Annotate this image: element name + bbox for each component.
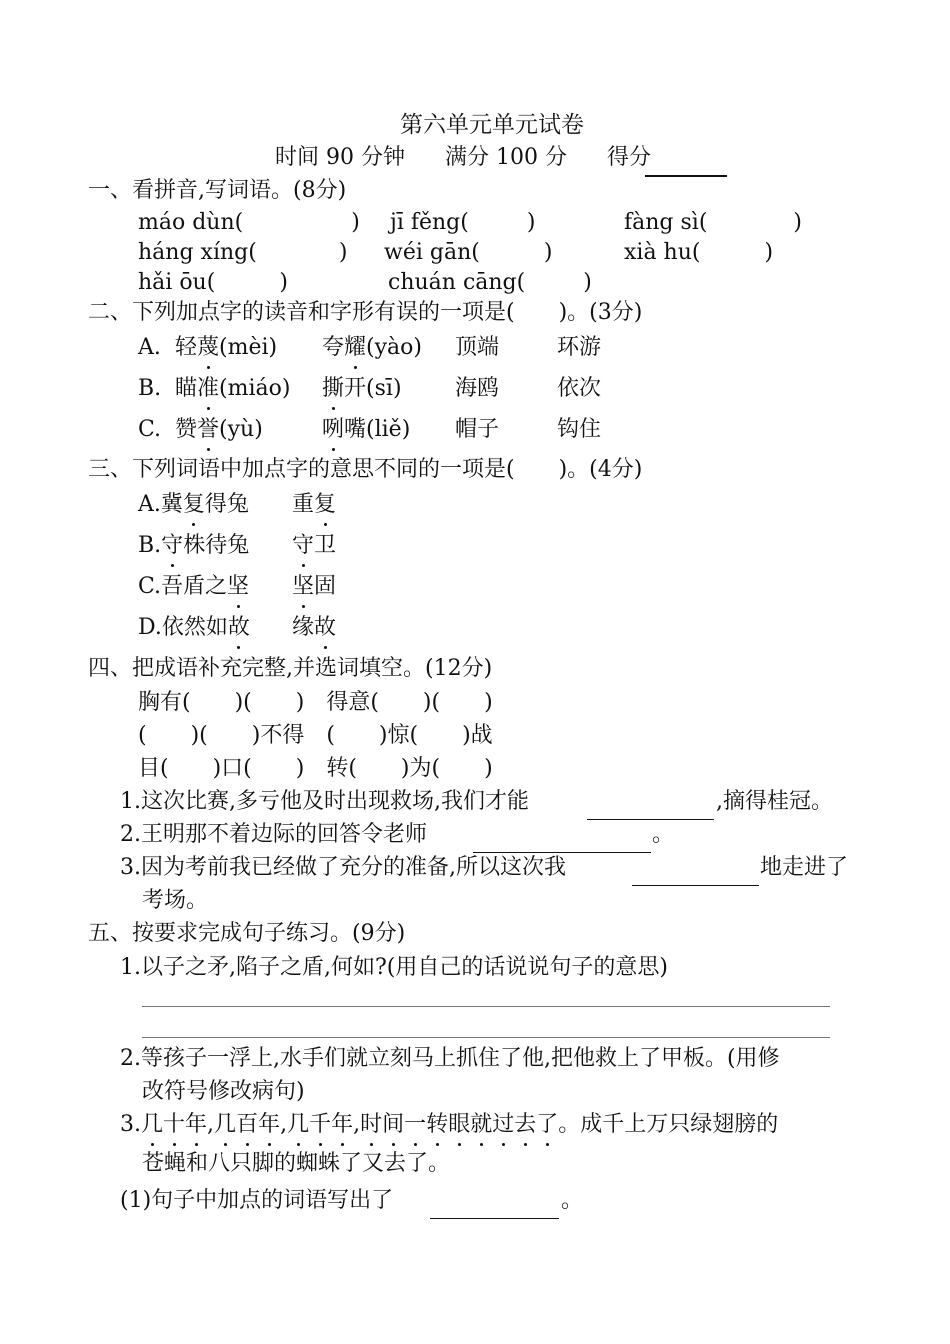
dotted-char: 转 — [426, 1110, 448, 1140]
q5-sentence-1: 1.以子之矛,陷子之盾,何如?(用自己的话说说句子的意思) — [120, 955, 668, 980]
exam-info — [275, 143, 651, 173]
q2-c-word3: 帽子 — [455, 417, 500, 442]
dotted-char: 眼 — [448, 1110, 470, 1140]
q3-option-a[interactable]: A.冀复得兔 — [138, 490, 249, 520]
q2-b-word1: 瞄准(miáo) — [175, 374, 290, 404]
q1-item[interactable]: máo dùn( ) — [138, 210, 360, 235]
dotted-char: 间 — [382, 1110, 404, 1140]
q1-item[interactable]: fàng sì( ) — [624, 210, 803, 235]
score-blank[interactable] — [645, 175, 727, 177]
dotted-char: 过 — [492, 1110, 514, 1140]
q4-heading: 四、把成语补充完整,并选词填空。(12分) — [88, 656, 493, 681]
q4-blank-3[interactable] — [632, 885, 759, 886]
q5-dotted-phrase — [141, 1112, 558, 1137]
q4-sentence-1: 1.这次比赛,多亏他及时出现救场,我们才能 — [120, 789, 529, 814]
q3-option-c[interactable]: C.吾盾之坚 — [138, 572, 249, 602]
q3-c-compare: 坚固 — [292, 572, 336, 602]
q4-idiom-row[interactable]: 目( )口( ) 转( )为( ) — [138, 756, 493, 781]
q1-item[interactable]: chuán cāng( ) — [388, 270, 592, 295]
dotted-char: 年 — [331, 1110, 353, 1140]
q2-a-word3: 顶端 — [455, 335, 500, 360]
dotted-char: 几 — [141, 1110, 163, 1140]
q4-idiom-row[interactable]: 胸有( )( ) 得意( )( ) — [138, 690, 493, 715]
q2-c-word4: 钩住 — [557, 417, 602, 442]
q4-idiom-row[interactable]: ( )( )不得 ( )惊( )战 — [138, 723, 493, 748]
dotted-char: 百 — [236, 1110, 258, 1140]
q4-sentence-1-end: ,摘得桂冠。 — [716, 789, 833, 814]
dotted-char: 十 — [163, 1110, 185, 1140]
dotted-char: 就 — [470, 1110, 492, 1140]
time-info: 时间 90 分钟 — [275, 145, 405, 170]
dotted-char: 去 — [514, 1110, 536, 1140]
q4-sentence-3-end: 考场。 — [142, 888, 209, 913]
q3-heading: 三、下列词语中加点字的意思不同的一项是( )。(4分) — [88, 457, 643, 482]
q2-b-word2: 撕开(sī) — [322, 374, 402, 404]
q4-blank-1[interactable] — [587, 819, 714, 820]
dotted-char: , — [353, 1112, 361, 1137]
dotted-char: 了 — [536, 1110, 558, 1140]
q2-b-word3: 海鸥 — [455, 376, 500, 401]
q4-sentence-3: 3.因为考前我已经做了充分的准备,所以这次我 — [120, 855, 566, 880]
q2-c-word2: 咧嘴(liě) — [322, 415, 410, 445]
q5-heading: 五、按要求完成句子练习。(9分) — [88, 921, 406, 946]
dotted-char: 时 — [360, 1110, 382, 1140]
q5-answer-line[interactable] — [142, 1037, 830, 1038]
q1-item[interactable]: hǎi ōu( ) — [138, 270, 288, 295]
dotted-char: 千 — [309, 1110, 331, 1140]
q3-b-compare: 守卫 — [292, 531, 336, 561]
page-title: 第六单元单元试卷 — [400, 112, 584, 138]
q2-option-a[interactable]: A. — [138, 335, 161, 360]
full-score-info: 满分 100 分 — [444, 145, 567, 170]
q2-b-word4: 依次 — [557, 376, 602, 401]
dotted-char: , — [207, 1112, 215, 1137]
q5-sentence-2-cont: 改符号修改病句) — [142, 1079, 305, 1104]
q1-heading: 一、看拼音,写词语。(8分) — [88, 178, 347, 203]
q2-option-c[interactable]: C. — [138, 417, 162, 442]
q1-item[interactable]: háng xíng( ) — [138, 240, 348, 265]
q2-a-word4: 环游 — [557, 335, 602, 360]
q1-item[interactable]: jī fěng( ) — [390, 210, 536, 235]
q2-c-word1: 赞誉(yù) — [175, 415, 263, 445]
q2-a-word1: 轻蔑(mèi) — [175, 333, 277, 363]
q2-heading: 二、下列加点字的读音和字形有误的一项是( )。(3分) — [88, 300, 643, 325]
dotted-char: 一 — [404, 1110, 426, 1140]
dotted-char: 几 — [214, 1110, 236, 1140]
q5-sentence-3: 3.几十年,几百年,几千年,时间一转眼就过去了。成千上万只绿翅膀的 — [120, 1110, 778, 1140]
q1-item[interactable]: xià hu( ) — [624, 240, 774, 265]
dotted-char: 年 — [185, 1110, 207, 1140]
q5-answer-line[interactable] — [142, 1006, 830, 1007]
q4-sentence-2: 2.王明那不着边际的回答令老师 — [120, 822, 427, 847]
dotted-char: , — [280, 1112, 288, 1137]
q2-option-b[interactable]: B. — [138, 376, 162, 401]
q4-sentence-2-end: 。 — [652, 822, 675, 847]
q5-sentence-2: 2.等孩子一浮上,水手们就立刻马上抓住了他,把他救上了甲板。(用修 — [120, 1046, 780, 1071]
q5-sub-question-1-end: 。 — [561, 1188, 584, 1213]
q5-sub-question-1: (1)句子中加点的词语写出了 — [120, 1188, 394, 1213]
q5-sentence-3-cont: 苍蝇和八只脚的蜘蛛了又去了。 — [142, 1151, 451, 1176]
q3-a-compare: 重复 — [292, 490, 336, 520]
q3-d-compare: 缘故 — [292, 613, 336, 643]
q4-sentence-3-mid: 地走进了 — [760, 855, 849, 880]
q5-blank-1[interactable] — [430, 1218, 559, 1219]
dotted-char: 年 — [258, 1110, 280, 1140]
score-label: 得分 — [606, 145, 651, 170]
q1-item[interactable]: wéi gān( ) — [384, 240, 553, 265]
q3-option-b[interactable]: B.守株待兔 — [138, 531, 249, 561]
dotted-char: 几 — [287, 1110, 309, 1140]
q3-option-d[interactable]: D.依然如故 — [138, 613, 250, 643]
q2-a-word2: 夸耀(yào) — [322, 333, 422, 363]
